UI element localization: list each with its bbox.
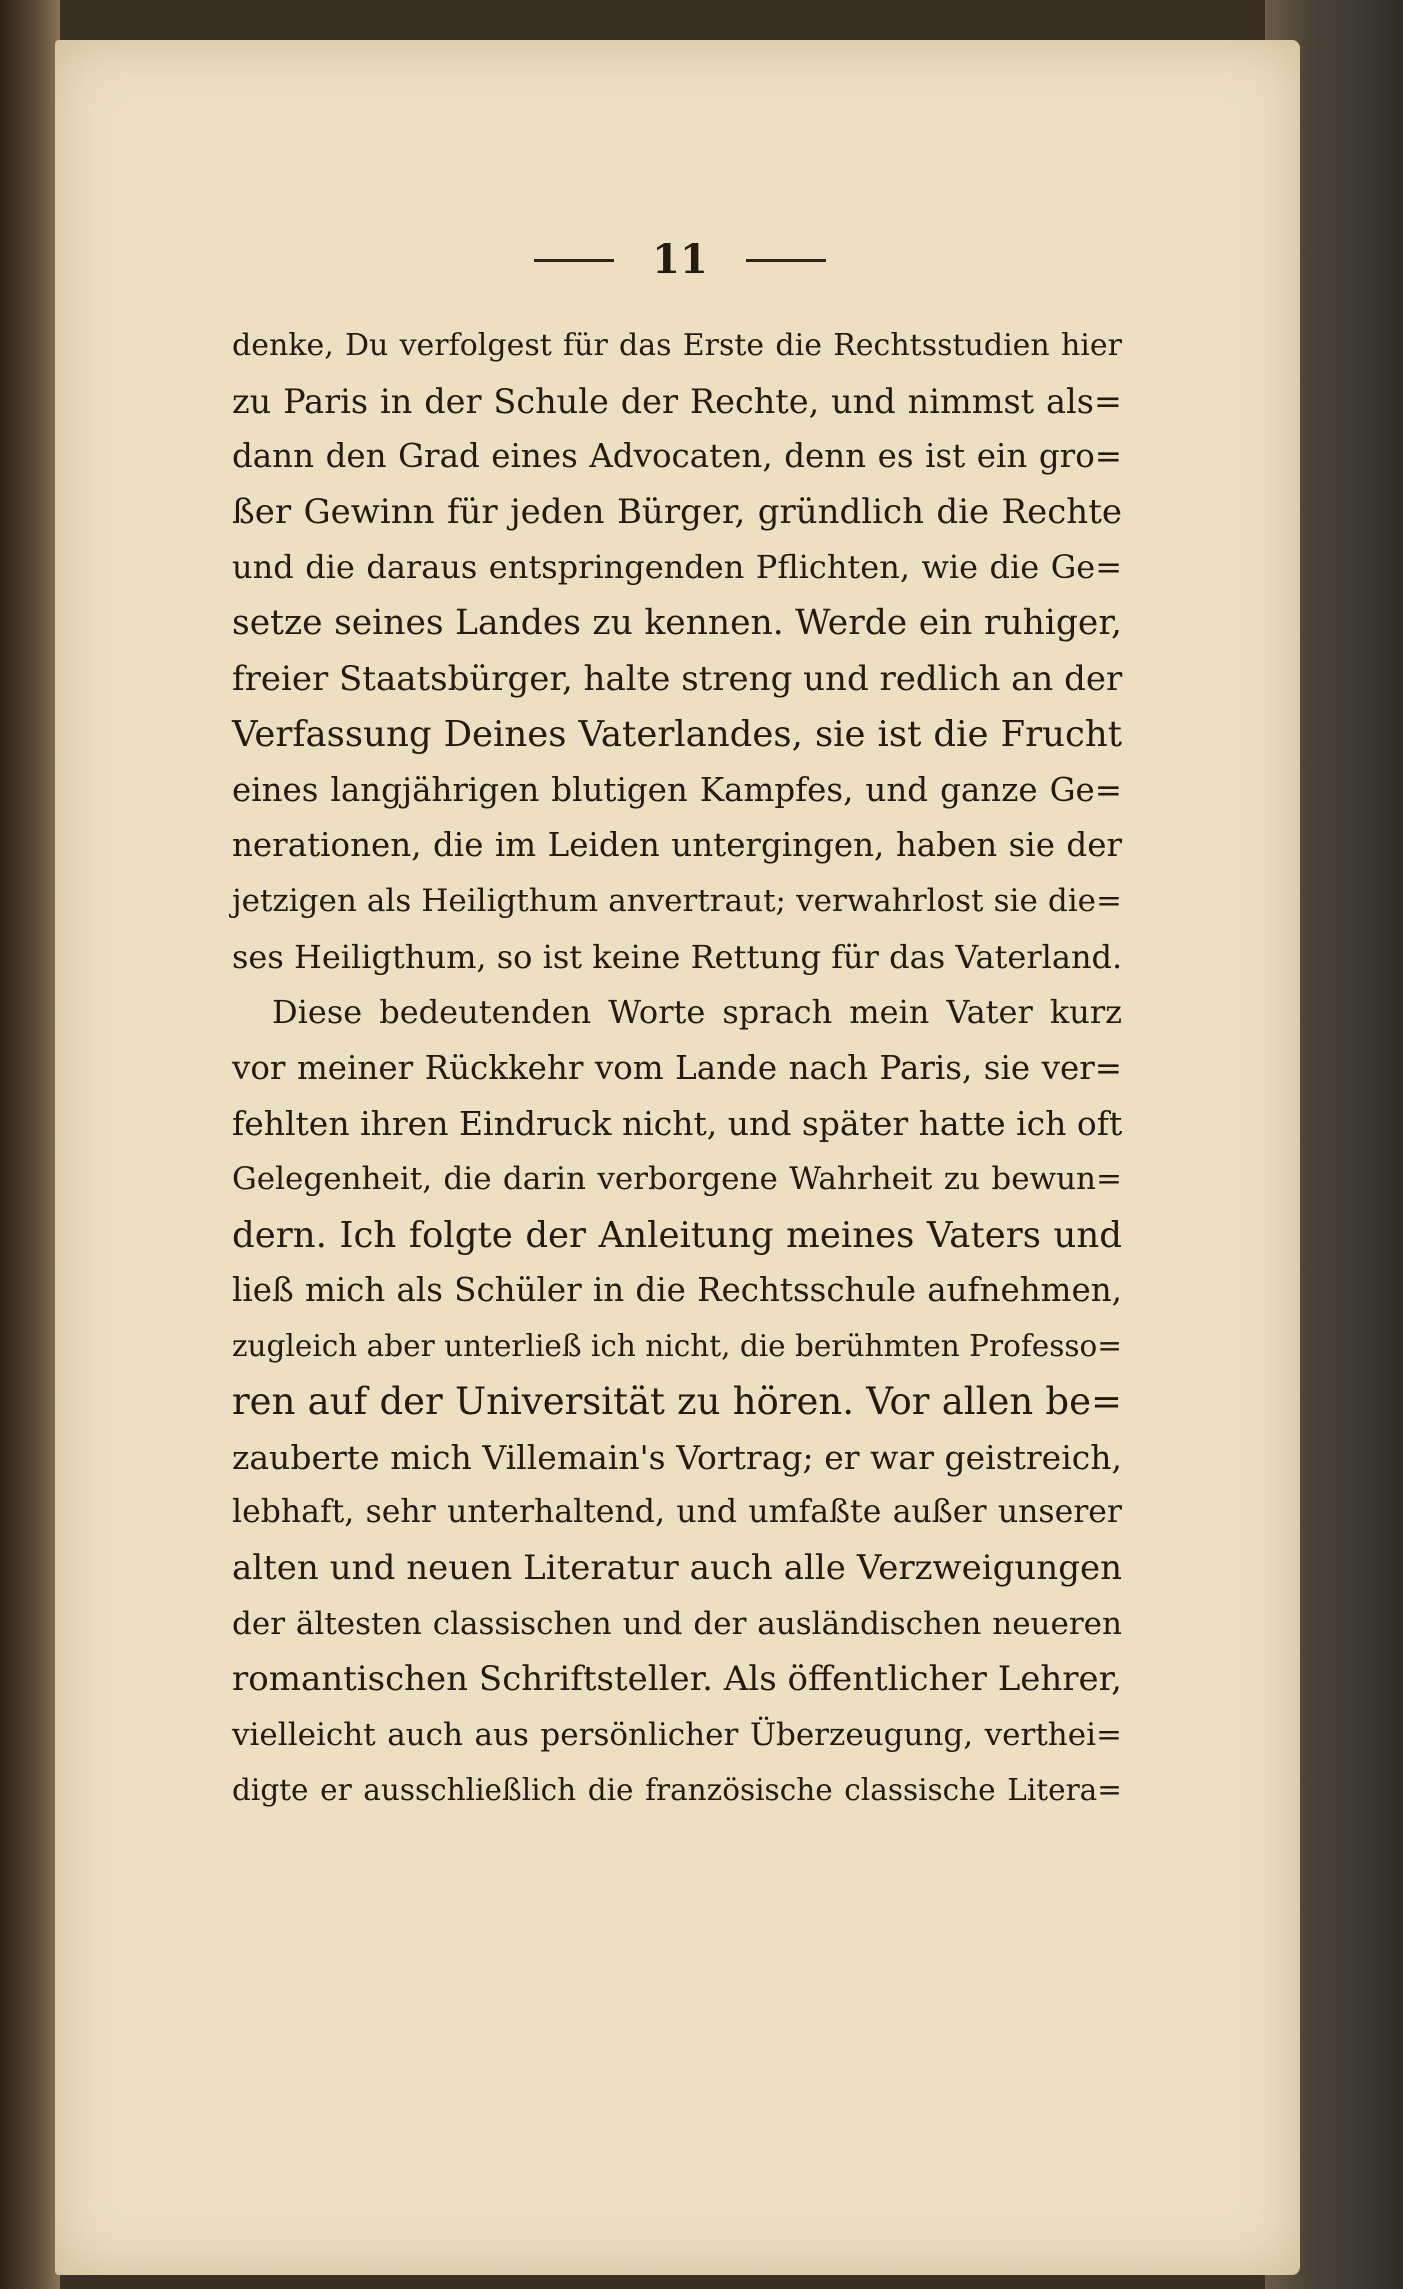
- page-header: [520, 235, 840, 285]
- text-line: ses Heiligthum, so ist keine Rettung für das Vaterland.: [232, 937, 1123, 976]
- text-line: fehlten ihren Eindruck nicht, und später hatte ich oft: [232, 1104, 1123, 1144]
- text-line: vor meiner Rückkehr vom Lande nach Paris, sie ver=: [232, 1048, 1122, 1087]
- text-line: Gelegenheit, die darin verborgene Wahrheit zu bewun=: [232, 1160, 1122, 1197]
- text-line: eines langjährigen blutigen Kampfes, und ganze Ge=: [232, 770, 1122, 809]
- text-line: Verfassung Deines Vaterlandes, sie ist die Frucht: [232, 714, 1122, 756]
- text-line: ren auf der Universität zu hören. Vor allen be=: [232, 1380, 1122, 1424]
- text-line: ließ mich als Schüler in die Rechtsschule aufnehmen,: [232, 1271, 1122, 1310]
- text-line: alten und neuen Literatur auch alle Verzweigungen: [232, 1548, 1122, 1589]
- header-rule-left: [534, 259, 614, 262]
- body-text: [232, 318, 1122, 1819]
- text-line: nerationen, die im Leiden untergingen, haben sie der: [232, 826, 1122, 865]
- text-line: vielleicht auch aus persönlicher Überzeugung, verthei=: [232, 1716, 1122, 1753]
- text-line: jetzigen als Heiligthum anvertraut; verwahrlost sie die=: [232, 882, 1122, 919]
- text-line: denke, Du verfolgest für das Erste die Rechtsstudien hier: [232, 328, 1122, 363]
- text-line: und die daraus entspringenden Pflichten, wie die Ge=: [232, 548, 1122, 587]
- text-line: zu Paris in der Schule der Rechte, und nimmst als=: [232, 381, 1122, 421]
- text-line: Diese bedeutenden Worte sprach mein Vater kurz: [272, 993, 1122, 1032]
- text-line: zugleich aber unterließ ich nicht, die berühmten Professo=: [232, 1328, 1122, 1363]
- text-line: dann den Grad eines Advocaten, denn es ist ein gro=: [232, 437, 1122, 476]
- text-line: dern. Ich folgte der Anleitung meines Vaters und: [232, 1214, 1122, 1256]
- text-line: setze seines Landes zu kennen. Werde ein ruhiger,: [232, 602, 1122, 643]
- text-line: digte er ausschließlich die französische classische Litera=: [232, 1773, 1122, 1808]
- book-gutter-left: [0, 0, 60, 2289]
- page-number: 11: [652, 236, 708, 283]
- text-line: der ältesten classischen und der ausländischen neueren: [232, 1605, 1122, 1642]
- header-rule-right: [746, 259, 826, 262]
- text-line: freier Staatsbürger, halte streng und redlich an der: [232, 658, 1123, 699]
- text-line: zauberte mich Villemain's Vortrag; er war geistreich,: [232, 1437, 1122, 1477]
- text-line: ßer Gewinn für jeden Bürger, gründlich die Rechte: [232, 491, 1122, 532]
- text-line: lebhaft, sehr unterhaltend, und umfaßte außer unserer: [232, 1494, 1122, 1531]
- text-line: romantischen Schriftsteller. Als öffentlicher Lehrer,: [232, 1659, 1122, 1700]
